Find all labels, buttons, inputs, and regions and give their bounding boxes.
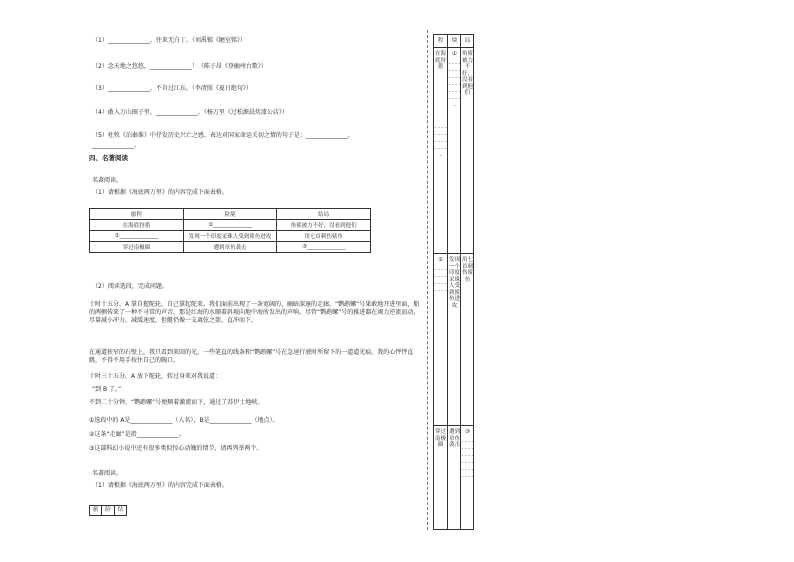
table-header: 结局 (277, 209, 371, 220)
table-row (90, 231, 371, 242)
side-cell: 在海底狩猎 (434, 51, 446, 70)
reading-question-1b: （1）请根据《海底两万里》的内容完成下面表格。 (92, 482, 228, 489)
table-header: 险境 (183, 209, 277, 220)
sub-question-1: ①选段中的 A是______________（人名），B是______________（地点）。 (89, 417, 279, 424)
table-cell: 遭到章鱼袭击 (183, 242, 277, 253)
side-cell: 穿过南极圈 (434, 429, 446, 448)
side-dashes: - - - - - - - - - - - - - - - - - - - - - - - - - (448, 61, 461, 109)
side-cell: ① (452, 51, 457, 57)
side-column-3 (460, 35, 474, 529)
side-cell: ② (438, 257, 443, 263)
table-row (90, 220, 371, 231)
fill-item-1: （1）______________，往来无白丁。（刘禹锡《陋室铭》） (92, 37, 246, 44)
table-cell: 角鲨被力不好，没看到他们 (277, 220, 371, 231)
section-4-title: 四、名著阅读 (89, 154, 128, 162)
table-cell: ①______________ (183, 220, 277, 231)
passage-paragraph-5: 不到二十分钟，“鹦鹉螺”号便顺着激流而下，通过了苏伊士地峡。 (89, 399, 264, 406)
table-cell: ③______________ (277, 242, 371, 253)
side-dashes: - - - - - - - - - - - - - - - - - - - - - - - - (461, 439, 474, 480)
bottom-table-header (89, 505, 127, 516)
page-divider (427, 30, 428, 530)
side-header: 局 (461, 35, 474, 48)
side-cell: 用七首刺伤鲨鱼 (461, 257, 473, 283)
side-cell: 发现一个印度采珠人受到鲨鱼进攻 (448, 257, 460, 309)
fill-item-3: （3）______________，不肯过江东。（李清照《夏日绝句》） (92, 85, 252, 92)
journey-table (89, 208, 371, 253)
table-cell: 发现一个印度采珠人受到鲨鱼进攻 (183, 231, 277, 242)
table-cell: 穿过南极圈 (90, 242, 184, 253)
side-column-2 (447, 35, 461, 529)
side-header: 程 (434, 35, 447, 48)
reading-intro-2: 名著阅读。 (92, 470, 123, 477)
side-dashes: - - - - - - - - - - - - - - - - (434, 267, 447, 294)
table-cell: 用七首刺伤鲨鱼 (277, 231, 371, 242)
vertical-journey-table (433, 34, 474, 530)
table-row (90, 242, 371, 253)
reading-intro: 名著阅读。 (92, 177, 123, 184)
side-column-1 (434, 35, 447, 529)
bottom-header-cell: 险 (101, 506, 113, 515)
side-header: 境 (448, 35, 461, 48)
passage-paragraph-1: 十时十五分，A 掌自握舵轮，自己掌起舵来。我们面前出现了一条宽阔的、幽暗深邃的走廊。“鹦鹉螺”号果敢地开进里面，船的两侧传来了一种不寻常的声音，那是红海的水顺着斜坡向地中海所发出的声响。尽管“鹦鹉螺”号的推进器在竭力逆流而动，尽量减小冲力，减缓速度，但艇仍像一支离弦之箭，直冲而下。 (89, 301, 420, 324)
sub-question-3: ③这部科幻小说中还有很多类似惊心动魄的情节，请再列举两个。 (89, 445, 263, 452)
side-cell: ③ (465, 429, 470, 435)
fill-item-5-cont: ______________。 (92, 142, 141, 149)
sub-question-2: ②这条“走廊”是指______________。 (89, 431, 185, 438)
passage-paragraph-2: 在通道狭窄的石壁上，我只看到来回的光，一些笔直的线条和“鹦鹉螺”号在急速行驶时所留下的一道道光痕。我的心怦怦直跳，不得不用手按住自己的胸口。 (89, 349, 414, 364)
bottom-header-cell: 旅 (92, 507, 99, 513)
bottom-header-cell: 结 (114, 506, 126, 515)
fill-item-4: （4）敢入万山圈子里，______________。（杨万里《过松源晨炊漆公店》） (92, 109, 288, 116)
passage-paragraph-4: “到 B 了。” (92, 386, 122, 393)
side-dashes: - - - - - - - - - - - - - - - - - (434, 125, 447, 159)
fill-item-5: （5）杜牧《泊秦淮》中抒发历史兴亡之感、表达对国家命运关切之情的句子是：______________， (92, 132, 354, 139)
reading-question-1: （1）请根据《海底两万里》的内容完成下面表格。 (92, 189, 228, 196)
fill-item-2: （2）念天地之悠悠，______________！（陈子昂《登幽州台歌》） (92, 63, 267, 70)
table-cell: 在海底狩猎 (90, 220, 184, 231)
side-cell: 遭到章鱼袭击 (448, 429, 460, 448)
passage-paragraph-3: 十时三十五分，A 放下舵轮，转过身来对我说道： (89, 373, 222, 380)
table-header-row (90, 209, 371, 220)
reading-question-2: （2）阅读选段，完成问题。 (92, 283, 168, 290)
table-header: 旅程 (90, 209, 184, 220)
table-cell: ②______________ (90, 231, 184, 242)
side-cell: 角鲨被力不好，没看到他们 (461, 51, 473, 96)
